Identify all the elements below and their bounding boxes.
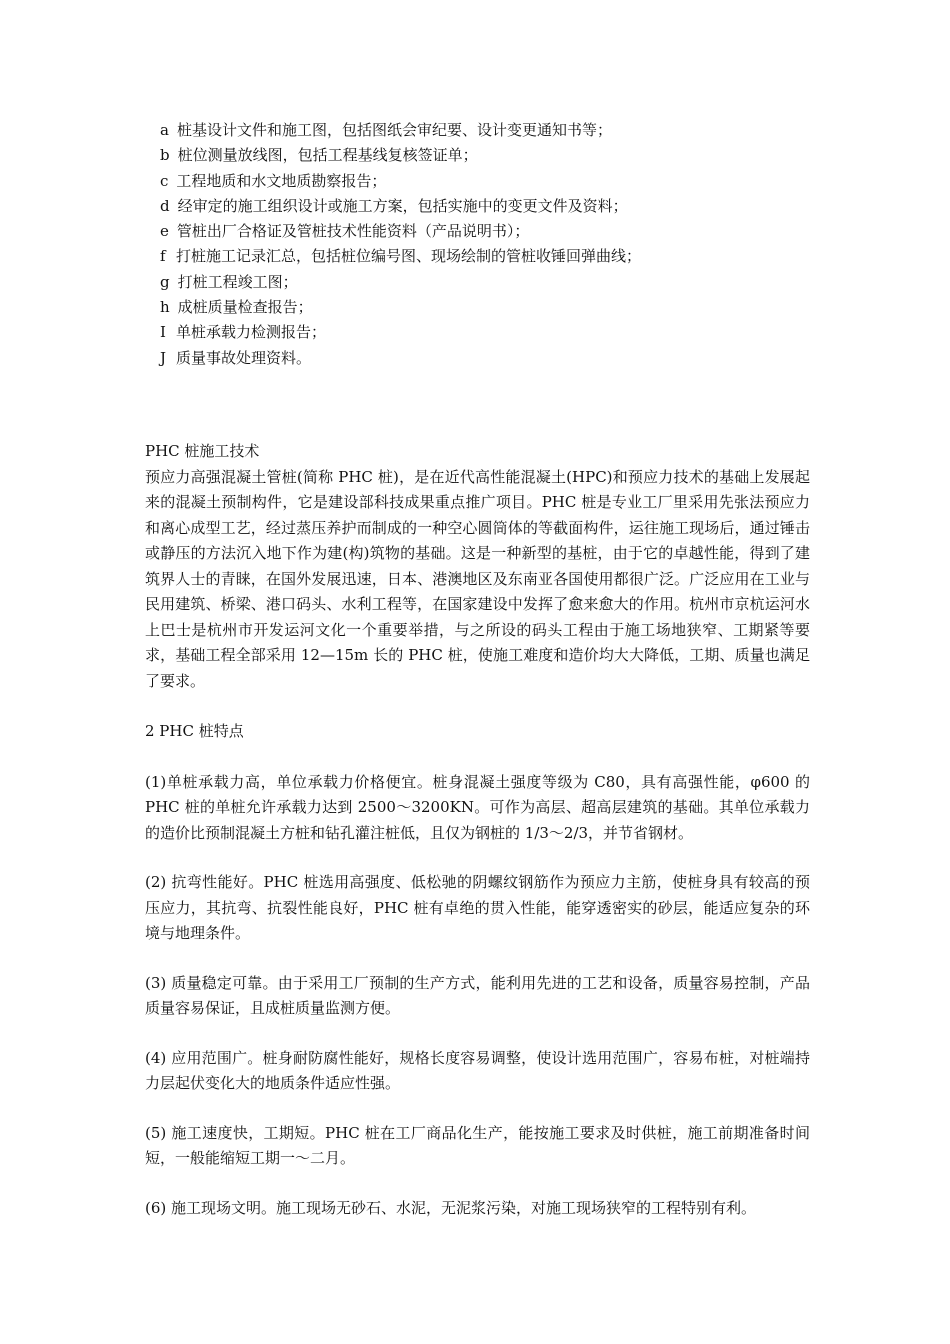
list-item bbox=[160, 270, 820, 295]
list-marker: f bbox=[160, 247, 166, 266]
feature-paragraph: (2) 抗弯性能好。PHC 桩选用高强度、低松驰的阴螺纹钢筋作为预应力主筋，使桩身具有较高的预压应力，其抗弯、抗裂性能良好，PHC 桩有卓绝的贯入性能，能穿透密实的砂层，能适应复杂的环境与地理条件。 bbox=[145, 873, 810, 942]
intro-paragraph: 预应力高强混凝土管桩(简称 PHC 桩)，是在近代高性能混凝土(HPC)和预应力技术的基础上发展起来的混凝土预制构件，它是建设部科技成果重点推广项目。PHC 桩是专业工厂里采用先张法预应力和离心成型工艺，经过蒸压养护而制成的一种空心圆筒体的等截面构件，运往施工现场后，通过锤击或静压的方法沉入地下作为建(构)筑物的基础。这是一种新型的基桩，由于它的卓越性能，得到了建筑界人士的青睐，在国外发展迅速，日本、港澳地区及东南亚各国使用都很广泛。广泛应用在工业与民用建筑、桥梁、港口码头、水利工程等，在国家建设中发挥了愈来愈大的作用。杭州市京杭运河水上巴士是杭州市开发运河文化一个重要举措，与之所设的码头工程由于施工场地狭窄、工期紧等要求，基础工程全部采用 12—15m 长的 PHC 桩，使施工难度和造价均大大降低，工期、质量也满足了要求。 bbox=[145, 467, 810, 690]
list-item-text: 打桩工程竣工图； bbox=[177, 272, 298, 291]
list-item bbox=[160, 346, 820, 371]
list-item-text: 成桩质量检查报告； bbox=[177, 298, 313, 317]
list-marker: c bbox=[160, 171, 169, 190]
list-item-text: 工程地质和水文地质勘察报告； bbox=[176, 171, 387, 190]
list-item bbox=[160, 320, 820, 345]
archive-document-list bbox=[160, 118, 820, 371]
list-item-text: 质量事故处理资料。 bbox=[176, 348, 312, 367]
list-marker: a bbox=[160, 121, 169, 139]
list-item bbox=[160, 143, 820, 168]
section-title-phc-construction: PHC 桩施工技术 bbox=[145, 442, 260, 460]
feature-paragraph: (4) 应用范围广。桩身耐防腐性能好，规格长度容易调整，使设计选用范围广，容易布桩，对桩端持力层起伏变化大的地质条件适应性强。 bbox=[145, 1048, 810, 1092]
list-item-text: 管桩出厂合格证及管桩技术性能资料（产品说明书）； bbox=[176, 222, 530, 241]
list-item bbox=[160, 295, 820, 320]
list-marker: g bbox=[160, 272, 170, 291]
feature-paragraph: (1)单桩承载力高，单位承载力价格便宜。桩身混凝土强度等级为 C80，具有高强性能，φ600 的 PHC 桩的单桩允许承载力达到 2500～3200KN。可作为高层、超高层建筑的基础。其单位承载力的造价比预制混凝土方桩和钻孔灌注桩低，且仅为钢桩的 1/3～2/3，并节省钢材。 bbox=[145, 772, 810, 842]
list-item-text: 桩位测量放线图，包括工程基线复核签证单； bbox=[177, 146, 478, 165]
list-item-text: 单桩承载力检测报告； bbox=[176, 323, 327, 342]
list-item bbox=[160, 194, 820, 219]
feature-paragraph: (3) 质量稳定可靠。由于采用工厂预制的生产方式，能利用先进的工艺和设备，质量容易控制，产品质量容易保证，且成桩质量监测方便。 bbox=[145, 973, 810, 1017]
list-marker: e bbox=[160, 222, 169, 241]
list-item bbox=[160, 118, 820, 143]
main-content bbox=[145, 439, 810, 1221]
list-marker: J bbox=[160, 348, 167, 367]
list-item-text: 经审定的施工组织设计或施工方案，包括实施中的变更文件及资料； bbox=[177, 196, 628, 215]
list-marker: b bbox=[160, 146, 170, 165]
list-item bbox=[160, 169, 820, 194]
section-title-phc-features: 2 PHC 桩特点 bbox=[145, 722, 244, 740]
list-marker: h bbox=[160, 298, 170, 317]
list-item bbox=[160, 244, 820, 269]
list-item bbox=[160, 219, 820, 244]
list-item-text: 打桩施工记录汇总，包括桩位编号图、现场绘制的管桩收锤回弹曲线； bbox=[176, 247, 642, 266]
list-item-text: 桩基设计文件和施工图，包括图纸会审纪要、设计变更通知书等； bbox=[176, 121, 612, 139]
list-marker: I bbox=[160, 323, 166, 342]
feature-paragraph: (6) 施工现场文明。施工现场无砂石、水泥，无泥浆污染，对施工现场狭窄的工程特别有利。 bbox=[145, 1198, 757, 1217]
list-marker: d bbox=[160, 196, 170, 215]
feature-paragraph: (5) 施工速度快，工期短。PHC 桩在工厂商品化生产，能按施工要求及时供桩，施工前期准备时间短，一般能缩短工期一～二月。 bbox=[145, 1123, 810, 1167]
